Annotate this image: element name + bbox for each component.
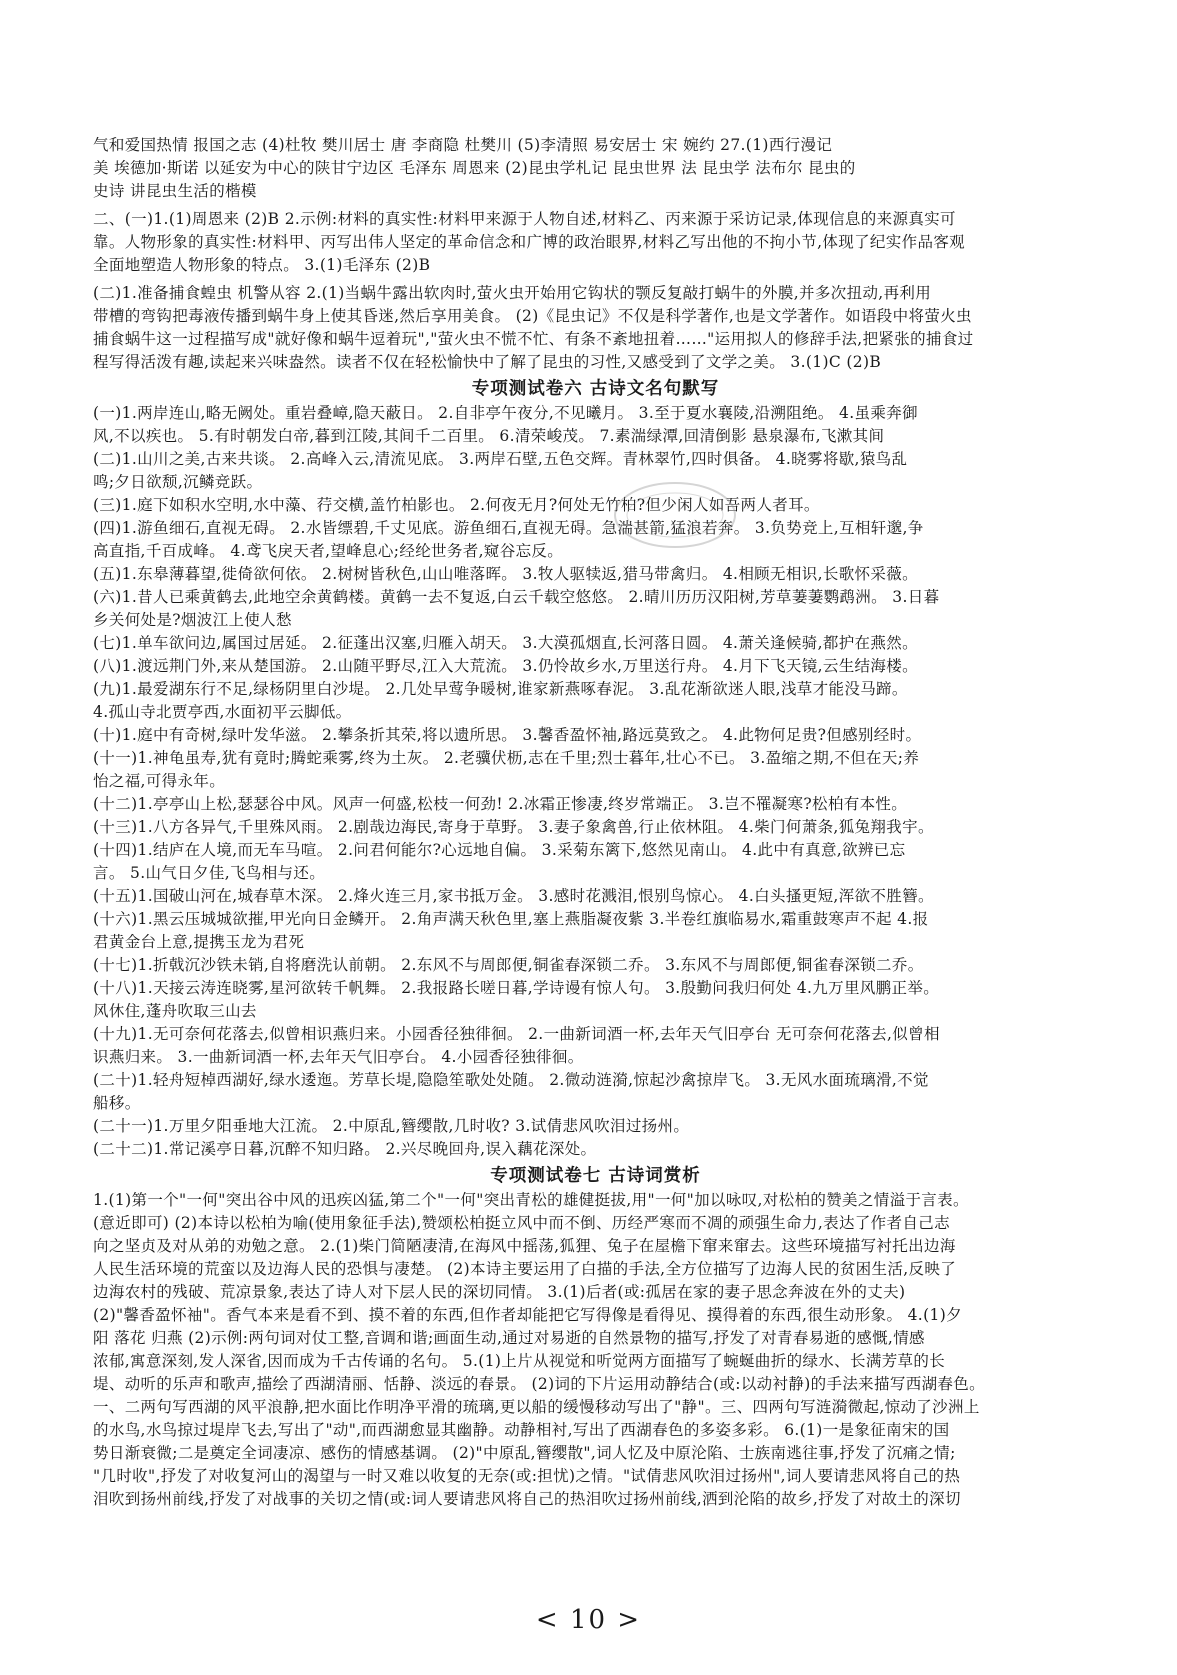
text-line: (意近即可) (2)本诗以松柏为喻(使用象征手法),赞颂松柏挺立风中而不倒、历经严寒而不凋的顽强生命力,表达了作者自己志 — [93, 1214, 950, 1232]
text-line: (十二)1.亭亭山上松,瑟瑟谷中风。风声一何盛,松枝一何劲! 2.冰霜正惨凄,终岁常端正。 3.岂不罹凝寒?松柏有本性。 — [93, 795, 908, 813]
section-test-7 — [93, 1189, 1098, 1511]
text-line: (二)1.准备捕食蝗虫 机警从容 2.(1)当蜗牛露出软肉时,萤火虫开始用它钩状的颚反复敲打蜗牛的外膜,并多次扭动,再利用 — [93, 284, 932, 302]
text-line: (二十一)1.万里夕阳垂地大江流。 2.中原乱,簪缨散,几时收? 3.试倩悲风吹泪过扬州。 — [93, 1117, 690, 1135]
text-line: 言。 5.山气日夕佳,飞鸟相与还。 — [93, 864, 326, 882]
text-line: 风,不以疾也。 5.有时朝发白帝,暮到江陵,其间千二百里。 6.清荣峻茂。 7.素湍绿潭,回清倒影 悬泉瀑布,飞漱其间 — [93, 427, 885, 445]
text-line: 势日渐衰微;二是奠定全词凄凉、感伤的情感基调。 (2)"中原乱,簪缨散",词人忆及中原沦陷、士族南逃往事,抒发了沉痛之情; — [93, 1444, 956, 1462]
text-line: (十一)1.神龟虽寿,犹有竟时;腾蛇乘雾,终为土灰。 2.老骥伏枥,志在千里;烈士暮年,壮心不已。 3.盈缩之期,不但在天;养 — [93, 749, 920, 767]
text-line: (十九)1.无可奈何花落去,似曾相识燕归来。小园香径独徘徊。 2.一曲新词酒一杯,去年天气旧亭台 无可奈何花落去,似曾相 — [93, 1025, 940, 1043]
text-line: (2)"馨香盈怀袖"。香气本来是看不到、摸不着的东西,但作者却能把它写得像是看得见、摸得着的东西,很生动形象。 4.(1)夕 — [93, 1306, 962, 1324]
text-line: "几时收",抒发了对收复河山的渴望与一时又难以收复的无奈(或:担忧)之情。"试倩悲风吹泪过扬州",词人要请悲风将自己的热 — [93, 1467, 961, 1485]
text-line: (十七)1.折戟沉沙铁未销,自将磨洗认前朝。 2.东风不与周郎便,铜雀春深锁二乔。 3.东风不与周郎便,铜雀春深锁二乔。 — [93, 956, 924, 974]
text-line: 君黄金台上意,提携玉龙为君死 — [93, 933, 305, 951]
section-2-part-1 — [93, 208, 1098, 277]
text-line: 乡关何处是?烟波江上使人愁 — [93, 611, 292, 629]
text-line: 靠。人物形象的真实性:材料甲、丙写出伟人坚定的革命信念和广博的政治眼界,材料乙写出他的不拘小节,体现了纪实作品客观 — [93, 233, 966, 251]
heading-test-7: 专项测试卷七 古诗词赏析 — [490, 1166, 701, 1186]
text-line: 史诗 讲昆虫生活的楷模 — [93, 182, 257, 200]
page-number: < 10 > — [535, 1605, 642, 1635]
text-line: 堤、动听的乐声和歌声,描绘了西湖清丽、恬静、淡远的春景。 (2)词的下片运用动静结合(或:以动衬静)的手法来描写西湖春色。 — [93, 1375, 985, 1393]
text-line: 浓郁,寓意深刻,发人深省,因而成为千古传诵的名句。 5.(1)上片从视觉和听觉两方面描写了蜿蜒曲折的绿水、长满芳草的长 — [93, 1352, 946, 1370]
text-line: (三)1.庭下如积水空明,水中藻、荇交横,盖竹柏影也。 2.何夜无月?何处无竹柏?但少闲人如吾两人者耳。 — [93, 496, 820, 514]
text-line: (十四)1.结庐在人境,而无车马喧。 2.问君何能尔?心远地自偏。 3.采菊东篱下,悠然见南山。 4.此中有真意,欲辨已忘 — [93, 841, 906, 859]
text-line: 人民生活环境的荒蛮以及边海人民的恐惧与凄楚。 (2)本诗主要运用了白描的手法,全方位描写了边海人民的贫困生活,反映了 — [93, 1260, 957, 1278]
text-line: 二、(一)1.(1)周恩来 (2)B 2.示例:材料的真实性:材料甲来源于人物自述,材料乙、丙来源于采访记录,体现信息的来源真实可 — [93, 210, 956, 228]
text-line: (二十二)1.常记溪亭日暮,沉醉不知归路。 2.兴尽晚回舟,误入藕花深处。 — [93, 1140, 597, 1158]
section-test-6 — [93, 402, 1098, 1161]
text-line: 的水鸟,水鸟掠过堤岸飞去,写出了"动",而西湖愈显其幽静。动静相衬,写出了西湖春色的多姿多彩。 6.(1)一是象征南宋的国 — [93, 1421, 950, 1439]
text-line: 程写得活泼有趣,读起来兴味盎然。读者不仅在轻松愉快中了解了昆虫的习性,又感受到了文学之美。 3.(1)C (2)B — [93, 353, 882, 371]
text-line: (二十)1.轻舟短棹西湖好,绿水逶迤。芳草长堤,隐隐笙歌处处随。 2.微动涟漪,惊起沙禽掠岸飞。 3.无风水面琉璃滑,不觉 — [93, 1071, 929, 1089]
text-line: (十六)1.黑云压城城欲摧,甲光向日金鳞开。 2.角声满天秋色里,塞上燕脂凝夜紫 3.半卷红旗临易水,霜重鼓寒声不起 4.报 — [93, 910, 929, 928]
text-line: 一、二两句写西湖的风平浪静,把水面比作明净平滑的琉璃,更以船的缓慢移动写出了"静"。三、四两句写涟漪微起,惊动了沙洲上 — [93, 1398, 980, 1416]
text-line: (十八)1.天接云涛连晓雾,星河欲转千帆舞。 2.我报路长嗟日暮,学诗谩有惊人句。 3.殷勤问我归何处 4.九万里风鹏正举。 — [93, 979, 940, 997]
text-line: (九)1.最爱湖东行不足,绿杨阴里白沙堤。 2.几处早莺争暖树,谁家新燕啄春泥。 3.乱花渐欲迷人眼,浅草才能没马蹄。 — [93, 680, 908, 698]
text-line: 带槽的弯钩把毒液传播到蜗牛身上使其昏迷,然后享用美食。 (2)《昆虫记》不仅是科学著作,也是文学著作。如语段中将萤火虫 — [93, 307, 972, 325]
text-line: 识燕归来。 3.一曲新词酒一杯,去年天气旧亭台。 4.小园香径独徘徊。 — [93, 1048, 584, 1066]
text-line: 风休住,蓬舟吹取三山去 — [93, 1002, 257, 1020]
text-line: 边海农村的残破、荒凉景象,表达了诗人对下层人民的深切同情。 3.(1)后者(或:孤居在家的妻子思念奔波在外的丈夫) — [93, 1283, 906, 1301]
text-line: (六)1.昔人已乘黄鹤去,此地空余黄鹤楼。黄鹤一去不复返,白云千载空悠悠。 2.晴川历历汉阳树,芳草萋萋鹦鹉洲。 3.日暮 — [93, 588, 940, 606]
text-line: 美 埃德加·斯诺 以延安为中心的陕甘宁边区 毛泽东 周恩来 (2)昆虫学札记 昆虫世界 法 昆虫学 法布尔 昆虫的 — [93, 159, 856, 177]
text-line: (八)1.渡远荆门外,来从楚国游。 2.山随平野尽,江入大荒流。 3.仍怜故乡水,万里送行舟。 4.月下飞天镜,云生结海楼。 — [93, 657, 918, 675]
text-line: (十)1.庭中有奇树,绿叶发华滋。 2.攀条折其荣,将以遗所思。 3.馨香盈怀袖,路远莫致之。 4.此物何足贵?但感别经时。 — [93, 726, 922, 744]
text-line: (四)1.游鱼细石,直视无碍。 2.水皆缥碧,千丈见底。游鱼细石,直视无碍。急湍甚箭,猛浪若奔。 3.负势竞上,互相轩邈,争 — [93, 519, 924, 537]
text-line: 全面地塑造人物形象的特点。 3.(1)毛泽东 (2)B — [93, 256, 431, 274]
text-line: (十五)1.国破山河在,城春草木深。 2.烽火连三月,家书抵万金。 3.感时花溅泪,恨别鸟惊心。 4.白头搔更短,浑欲不胜簪。 — [93, 887, 934, 905]
text-line: 4.孤山寺北贾亭西,水面初平云脚低。 — [93, 703, 352, 721]
heading-test-6: 专项测试卷六 古诗文名句默写 — [471, 379, 720, 399]
text-line: 鸣;夕日欲颓,沉鳞竞跃。 — [93, 473, 263, 491]
text-line: 船移。 — [93, 1094, 141, 1112]
text-line: 气和爱国热情 报国之志 (4)杜牧 樊川居士 唐 李商隐 杜樊川 (5)李清照 易安居士 宋 婉约 27.(1)西行漫记 — [93, 136, 833, 154]
text-line: 向之坚贞及对从弟的劝勉之意。 2.(1)柴门简陋凄清,在海风中摇荡,狐狸、兔子在屋檐下窜来窜去。这些环境描写衬托出边海 — [93, 1237, 956, 1255]
text-line: 怡之福,可得永年。 — [93, 772, 226, 790]
text-line: 捕食蜗牛这一过程描写成"就好像和蜗牛逗着玩","萤火虫不慌不忙、有条不紊地扭着……"运用拟人的修辞手法,把紧张的捕食过 — [93, 330, 974, 348]
text-line: (十三)1.八方各异气,千里殊风雨。 2.剧哉边海民,寄身于草野。 3.妻子象禽兽,行止依林阻。 4.柴门何萧条,狐兔翔我宇。 — [93, 818, 934, 836]
text-line: 1.(1)第一个"一何"突出谷中风的迅疾凶猛,第二个"一何"突出青松的雄健挺拔,用"一何"加以咏叹,对松柏的赞美之情溢于言表。 — [93, 1191, 969, 1209]
stamp-watermark-icon — [600, 470, 750, 560]
text-line: (二)1.山川之美,古来共谈。 2.高峰入云,清流见底。 3.两岸石壁,五色交辉。青林翠竹,四时俱备。 4.晓雾将歇,猿鸟乱 — [93, 450, 908, 468]
text-line: (一)1.两岸连山,略无阙处。重岩叠嶂,隐天蔽日。 2.自非亭午夜分,不见曦月。 3.至于夏水襄陵,沿溯阻绝。 4.虽乘奔御 — [93, 404, 918, 422]
answer-page — [93, 134, 1098, 1511]
text-line: 阳 落花 归燕 (2)示例:两句词对仗工整,音调和谐;画面生动,通过对易逝的自然景物的描写,抒发了对青春易逝的感慨,情感 — [93, 1329, 925, 1347]
text-line: (五)1.东皋薄暮望,徙倚欲何依。 2.树树皆秋色,山山唯落晖。 3.牧人驱犊返,猎马带禽归。 4.相顾无相识,长歌怀采薇。 — [93, 565, 918, 583]
section-2-part-2 — [93, 282, 1098, 374]
text-line: (七)1.单车欲问边,属国过居延。 2.征蓬出汉塞,归雁入胡天。 3.大漠孤烟直,长河落日圆。 4.萧关逢候骑,都护在燕然。 — [93, 634, 918, 652]
text-line: 泪吹到扬州前线,抒发了对战事的关切之情(或:词人要请悲风将自己的热泪吹过扬州前线,洒到沦陷的故乡,抒发了对故土的深切 — [93, 1490, 961, 1508]
top-block — [93, 134, 1098, 203]
text-line: 高直指,千百成峰。 4.鸢飞戾天者,望峰息心;经纶世务者,窥谷忘反。 — [93, 542, 564, 560]
